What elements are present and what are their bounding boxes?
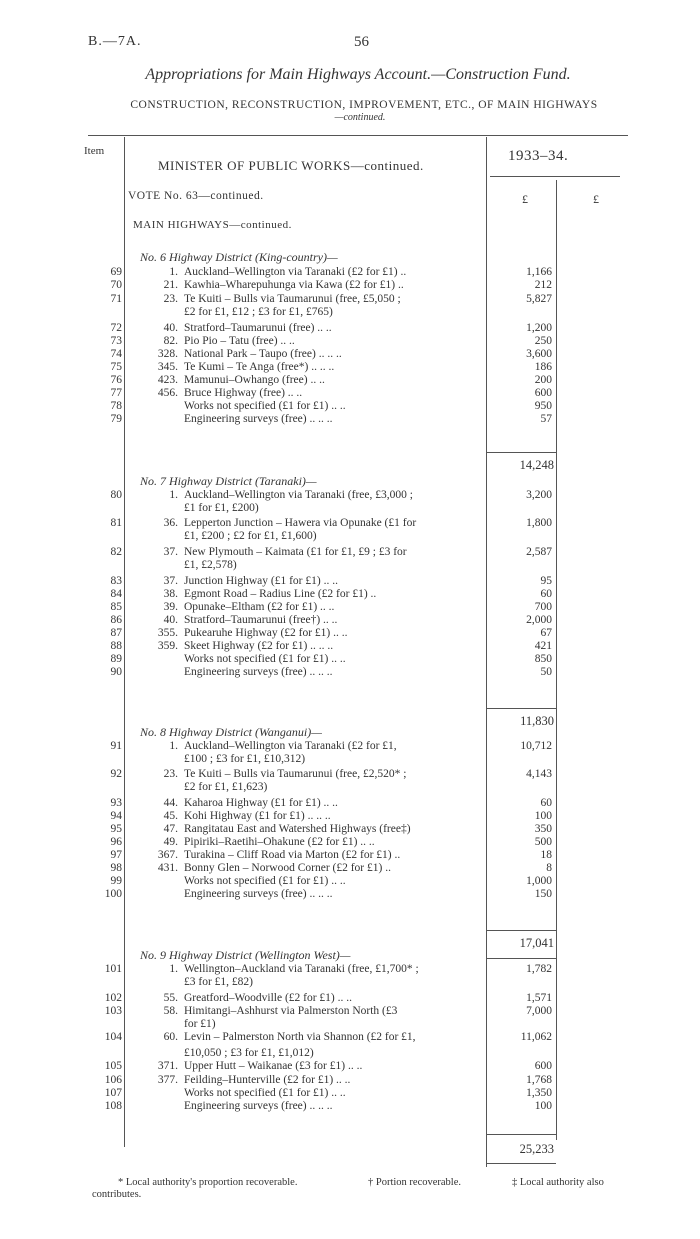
highway-code: 456. — [157, 387, 178, 399]
table-row — [0, 266, 700, 279]
highway-code: 58. — [163, 1005, 178, 1017]
item-amount: 2,587 — [526, 546, 552, 558]
item-description: Te Kuiti – Bulls via Taumarunui (free, £2,520* ; — [184, 768, 407, 780]
item-description: Te Kumi – Te Anga (free*) .. .. .. — [184, 361, 335, 373]
highway-code: 49. — [163, 836, 178, 848]
table-row — [0, 279, 700, 292]
highway-code: 38. — [163, 588, 178, 600]
main-highways-heading: MAIN HIGHWAYS—continued. — [133, 219, 292, 231]
item-description: Turakina – Cliff Road via Marton (£2 for £1) .. — [184, 849, 401, 861]
highway-code: 1. — [169, 740, 178, 752]
item-number: 97 — [110, 849, 122, 861]
item-amount: 186 — [534, 361, 552, 373]
table-row — [0, 559, 700, 572]
item-amount: 3,200 — [526, 489, 552, 501]
table-row — [0, 768, 700, 781]
item-description: Works not specified (£1 for £1) .. .. — [184, 653, 346, 665]
year-header-rule — [490, 176, 620, 177]
item-number: 82 — [110, 546, 122, 558]
item-amount: 1,768 — [526, 1074, 552, 1086]
item-description: Feilding–Hunterville (£2 for £1) .. .. — [184, 1074, 351, 1086]
district-heading: No. 9 Highway District (Wellington West)— — [140, 948, 351, 962]
table-row — [0, 1100, 700, 1113]
item-number: 92 — [110, 768, 122, 780]
item-description: Auckland–Wellington via Taranaki (£2 for £1, — [184, 740, 397, 752]
item-number: 72 — [110, 322, 122, 334]
highway-code: 60. — [163, 1031, 178, 1043]
table-row — [0, 293, 700, 306]
item-description: Pipiriki–Raetihi–Ohakune (£2 for £1) .. .. — [184, 836, 375, 848]
highway-code: 1. — [169, 489, 178, 501]
item-number: 94 — [110, 810, 122, 822]
table-row — [0, 348, 700, 361]
item-description: £2 for £1, £12 ; £3 for £1, £765) — [184, 306, 333, 318]
highway-code: 328. — [157, 348, 178, 360]
item-description: Opunake–Eltham (£2 for £1) .. .. — [184, 601, 335, 613]
table-row — [0, 489, 700, 502]
item-amount: 350 — [534, 823, 552, 835]
item-amount: 1,571 — [526, 992, 552, 1004]
section-subtitle: CONSTRUCTION, RECONSTRUCTION, IMPROVEMENT, ETC., OF MAIN HIGHWAYS — [130, 99, 598, 111]
item-number: 101 — [104, 963, 122, 975]
item-description: £1 for £1, £200) — [184, 502, 259, 514]
item-description: Pukearuhe Highway (£2 for £1) .. .. — [184, 627, 348, 639]
section-subtitle-continued: —continued. — [334, 112, 386, 123]
highway-code: 377. — [157, 1074, 178, 1086]
item-number: 73 — [110, 335, 122, 347]
page-number: 56 — [354, 34, 369, 50]
table-row — [0, 530, 700, 543]
item-amount: 11,062 — [520, 1031, 552, 1043]
item-description: £1, £200 ; £2 for £1, £1,600) — [184, 530, 317, 542]
item-number: 76 — [110, 374, 122, 386]
item-description: Mamunui–Owhango (free) .. .. — [184, 374, 325, 386]
highway-code: 355. — [157, 627, 178, 639]
item-description: Stratford–Taumarunui (free) .. .. — [184, 322, 332, 334]
table-row — [0, 387, 700, 400]
table-row — [0, 322, 700, 335]
table-row — [0, 614, 700, 627]
item-description: £3 for £1, £82) — [184, 976, 253, 988]
item-number: 84 — [110, 588, 122, 600]
item-description: Egmont Road – Radius Line (£2 for £1) .. — [184, 588, 377, 600]
item-number: 87 — [110, 627, 122, 639]
item-description: Himitangi–Ashhurst via Palmerston North (£3 — [184, 1005, 398, 1017]
table-row — [0, 546, 700, 559]
item-amount: 1,800 — [526, 517, 552, 529]
item-number: 107 — [104, 1087, 122, 1099]
subtotal-rule — [486, 1163, 556, 1164]
item-description: £2 for £1, £1,623) — [184, 781, 268, 793]
item-description: Engineering surveys (free) .. .. .. — [184, 666, 333, 678]
highway-code: 345. — [157, 361, 178, 373]
item-number: 77 — [110, 387, 122, 399]
item-number: 91 — [110, 740, 122, 752]
table-row — [0, 400, 700, 413]
item-description: Bonny Glen – Norwood Corner (£2 for £1) .. — [184, 862, 391, 874]
footnote-double-dagger: ‡ Local authority also — [512, 1177, 604, 1188]
item-number: 74 — [110, 348, 122, 360]
district-heading: No. 6 Highway District (King-country)— — [140, 250, 338, 264]
highway-code: 82. — [163, 335, 178, 347]
table-row — [0, 666, 700, 679]
item-number: 83 — [110, 575, 122, 587]
district-total: 17,041 — [519, 936, 554, 950]
table-row — [0, 588, 700, 601]
item-number: 69 — [110, 266, 122, 278]
item-description: Upper Hutt – Waikanae (£3 for £1) .. .. — [184, 1060, 363, 1072]
pound-symbol-total: £ — [593, 192, 599, 206]
district-total: 25,233 — [519, 1142, 554, 1156]
highway-code: 36. — [163, 517, 178, 529]
item-amount: 600 — [534, 1060, 552, 1072]
table-row — [0, 810, 700, 823]
highway-code: 55. — [163, 992, 178, 1004]
footnote-double-dagger-cont: contributes. — [92, 1189, 142, 1200]
item-description: Auckland–Wellington via Taranaki (£2 for £1) .. — [184, 266, 407, 278]
district-heading: No. 7 Highway District (Taranaki)— — [140, 474, 317, 488]
item-description: Te Kuiti – Bulls via Taumarunui (free, £5,050 ; — [184, 293, 401, 305]
item-description: Junction Highway (£1 for £1) .. .. — [184, 575, 338, 587]
item-number: 90 — [110, 666, 122, 678]
highway-code: 431. — [157, 862, 178, 874]
table-row — [0, 361, 700, 374]
item-amount: 8 — [546, 862, 552, 874]
item-number: 100 — [104, 888, 122, 900]
item-amount: 7,000 — [526, 1005, 552, 1017]
table-row — [0, 413, 700, 426]
item-amount: 100 — [534, 810, 552, 822]
highway-code: 37. — [163, 575, 178, 587]
table-row — [0, 627, 700, 640]
table-row — [0, 963, 700, 976]
item-amount: 250 — [534, 335, 552, 347]
table-row — [0, 601, 700, 614]
highway-code: 23. — [163, 293, 178, 305]
item-description: Works not specified (£1 for £1) .. .. — [184, 875, 346, 887]
table-row — [0, 640, 700, 653]
highway-code: 23. — [163, 768, 178, 780]
highway-code: 1. — [169, 266, 178, 278]
table-row — [0, 797, 700, 810]
table-row — [0, 374, 700, 387]
item-number: 99 — [110, 875, 122, 887]
item-amount: 3,600 — [526, 348, 552, 360]
item-amount: 10,712 — [520, 740, 552, 752]
table-top-rule — [88, 135, 628, 136]
table-row — [0, 849, 700, 862]
subtotal-rule — [486, 452, 556, 453]
subtotal-rule — [486, 958, 556, 959]
highway-code: 1. — [169, 963, 178, 975]
item-amount: 50 — [540, 666, 552, 678]
item-number: 79 — [110, 413, 122, 425]
fiscal-year: 1933–34. — [508, 148, 569, 164]
item-amount: 2,000 — [526, 614, 552, 626]
subtotal-rule — [486, 708, 556, 709]
item-amount: 57 — [540, 413, 552, 425]
item-number: 85 — [110, 601, 122, 613]
table-row — [0, 875, 700, 888]
item-amount: 600 — [534, 387, 552, 399]
item-description: Kaharoa Highway (£1 for £1) .. .. — [184, 797, 338, 809]
item-number: 104 — [104, 1031, 122, 1043]
item-number: 102 — [104, 992, 122, 1004]
table-row — [0, 1074, 700, 1087]
item-description: for £1) — [184, 1018, 216, 1030]
highway-code: 37. — [163, 546, 178, 558]
item-amount: 18 — [540, 849, 552, 861]
item-amount: 850 — [534, 653, 552, 665]
item-description: Pio Pio – Tatu (free) .. .. — [184, 335, 295, 347]
item-number: 106 — [104, 1074, 122, 1086]
item-description: Works not specified (£1 for £1) .. .. — [184, 1087, 346, 1099]
item-description: Wellington–Auckland via Taranaki (free, £1,700* ; — [184, 963, 419, 975]
item-description: Engineering surveys (free) .. .. .. — [184, 888, 333, 900]
item-number: 108 — [104, 1100, 122, 1112]
item-description: Kawhia–Wharepuhunga via Kawa (£2 for £1) .. — [184, 279, 404, 291]
table-row — [0, 862, 700, 875]
item-amount: 67 — [540, 627, 552, 639]
district-heading: No. 8 Highway District (Wanganui)— — [140, 725, 322, 739]
table-row — [0, 575, 700, 588]
highway-code: 359. — [157, 640, 178, 652]
item-amount: 1,166 — [526, 266, 552, 278]
table-row — [0, 1018, 700, 1031]
item-description: Engineering surveys (free) .. .. .. — [184, 413, 333, 425]
table-row — [0, 1047, 700, 1060]
minister-heading: MINISTER OF PUBLIC WORKS—continued. — [158, 158, 424, 173]
table-row — [0, 502, 700, 515]
pound-symbol-amount: £ — [522, 192, 528, 206]
item-amount: 100 — [534, 1100, 552, 1112]
highway-code: 423. — [157, 374, 178, 386]
item-description: Skeet Highway (£2 for £1) .. .. .. — [184, 640, 334, 652]
item-number: 78 — [110, 400, 122, 412]
highway-code: 367. — [157, 849, 178, 861]
vote-heading: VOTE No. 63—continued. — [128, 190, 264, 202]
highway-code: 44. — [163, 797, 178, 809]
page-title: Appropriations for Main Highways Account.—Construction Fund. — [145, 66, 571, 83]
item-description: Lepperton Junction – Hawera via Opunake (£1 for — [184, 517, 417, 529]
item-description: National Park – Taupo (free) .. .. .. — [184, 348, 342, 360]
district-total: 14,248 — [519, 458, 554, 472]
table-row — [0, 836, 700, 849]
item-amount: 1,350 — [526, 1087, 552, 1099]
item-description: Greatford–Woodville (£2 for £1) .. .. — [184, 992, 353, 1004]
table-row — [0, 1087, 700, 1100]
item-description: Works not specified (£1 for £1) .. .. — [184, 400, 346, 412]
highway-code: 47. — [163, 823, 178, 835]
table-row — [0, 653, 700, 666]
item-amount: 500 — [534, 836, 552, 848]
item-number: 105 — [104, 1060, 122, 1072]
table-row — [0, 306, 700, 319]
item-description: £1, £2,578) — [184, 559, 237, 571]
item-number: 71 — [110, 293, 122, 305]
item-number: 80 — [110, 489, 122, 501]
item-number: 95 — [110, 823, 122, 835]
table-row — [0, 888, 700, 901]
item-description: £10,050 ; £3 for £1, £1,012) — [184, 1047, 314, 1059]
item-description: Levin – Palmerston North via Shannon (£2 for £1, — [184, 1031, 416, 1043]
item-amount: 950 — [534, 400, 552, 412]
item-amount: 700 — [534, 601, 552, 613]
table-row — [0, 823, 700, 836]
item-number: 96 — [110, 836, 122, 848]
item-amount: 200 — [534, 374, 552, 386]
highway-code: 40. — [163, 614, 178, 626]
subtotal-rule — [486, 1134, 556, 1135]
footnote-dagger: † Portion recoverable. — [368, 1177, 462, 1188]
district-total: 11,830 — [520, 714, 554, 728]
highway-code: 40. — [163, 322, 178, 334]
item-column-header: Item — [84, 145, 105, 157]
item-description: £100 ; £3 for £1, £10,312) — [184, 753, 306, 765]
table-row — [0, 753, 700, 766]
item-number: 89 — [110, 653, 122, 665]
item-amount: 421 — [534, 640, 552, 652]
footnote-star: * Local authority's proportion recoverable. — [118, 1177, 298, 1188]
table-row — [0, 781, 700, 794]
item-amount: 212 — [534, 279, 552, 291]
table-row — [0, 992, 700, 1005]
item-amount: 60 — [540, 588, 552, 600]
subtotal-rule — [486, 930, 556, 931]
item-amount: 95 — [540, 575, 552, 587]
item-number: 75 — [110, 361, 122, 373]
table-row — [0, 1005, 700, 1018]
table-row — [0, 1060, 700, 1073]
item-number: 81 — [110, 517, 122, 529]
item-amount: 1,200 — [526, 322, 552, 334]
table-row — [0, 976, 700, 989]
table-row — [0, 335, 700, 348]
item-number: 98 — [110, 862, 122, 874]
table-row — [0, 740, 700, 753]
item-amount: 150 — [534, 888, 552, 900]
item-number: 88 — [110, 640, 122, 652]
table-row — [0, 1031, 700, 1044]
highway-code: 21. — [163, 279, 178, 291]
highway-code: 45. — [163, 810, 178, 822]
item-description: Engineering surveys (free) .. .. .. — [184, 1100, 333, 1112]
item-amount: 1,000 — [526, 875, 552, 887]
item-description: Stratford–Taumarunui (free†) .. .. — [184, 614, 338, 626]
highway-code: 39. — [163, 601, 178, 613]
table-row — [0, 517, 700, 530]
item-description: New Plymouth – Kaimata (£1 for £1, £9 ; £3 for — [184, 546, 407, 558]
item-amount: 60 — [540, 797, 552, 809]
item-number: 86 — [110, 614, 122, 626]
item-description: Bruce Highway (free) .. .. — [184, 387, 303, 399]
item-amount: 1,782 — [526, 963, 552, 975]
item-number: 103 — [104, 1005, 122, 1017]
item-amount: 4,143 — [526, 768, 552, 780]
item-number: 93 — [110, 797, 122, 809]
highway-code: 371. — [157, 1060, 178, 1072]
item-description: Kohi Highway (£1 for £1) .. .. .. — [184, 810, 331, 822]
item-description: Rangitatau East and Watershed Highways (free‡) — [184, 823, 411, 835]
document-reference: B.—7A. — [88, 34, 142, 49]
item-amount: 5,827 — [526, 293, 552, 305]
item-description: Auckland–Wellington via Taranaki (free, £3,000 ; — [184, 489, 413, 501]
item-number: 70 — [110, 279, 122, 291]
